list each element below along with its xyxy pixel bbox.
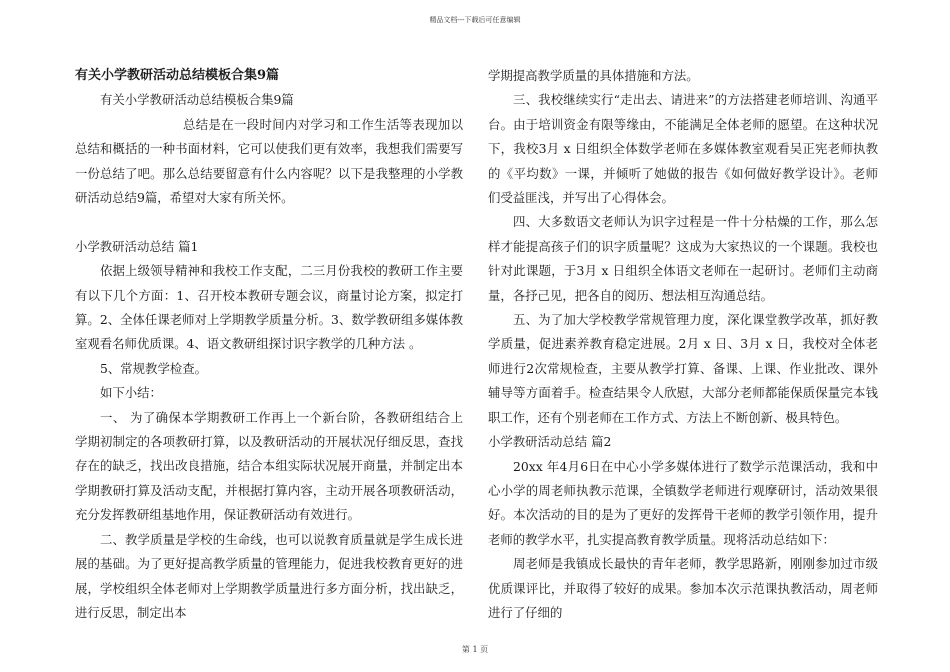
paragraph: 二、教学质量是学校的生命线，也可以说教育质量就是学生成长进展的基础。为了更好提高教学质量的管理能力，促进我校教育更好的进展，学校组织全体老师对上学期教学质量进行多方面分析，找出缺乏，进行反思，制定出本 xyxy=(75,531,463,620)
paragraph: 三、我校继续实行“走出去、请进来”的方法搭建老师培训、沟通平台。由于培训资金有限等缘由，不能满足全体老师的愿望。在这种状况下，我校3月 x 日组织全体数学老师在多媒体教室观看吴正宪老师执教的《平均数》一课，并倾听了她做的报告《如何做好教学设计》。老师们受益匪浅，并写出了心得体会。 xyxy=(488,92,878,206)
paragraph: 学期提高教学质量的具体措施和方法。 xyxy=(488,68,699,83)
paragraph: 一、 为了确保本学期教研工作再上一个新台阶，各教研组结合上学期初制定的各项教研打算，以及教研活动的开展状况仔细反思，查找存在的缺乏，找出改良措施，结合本组实际状况展开商量，并制定出本学期教研打算及活动支配，并根据打算内容，主动开展各项教研活动，充分发挥教研组基地作用，保证教研活动有效进行。 xyxy=(75,409,463,523)
paragraph: 如下小结： xyxy=(100,385,162,401)
page-number: 第 1 页 xyxy=(461,645,489,654)
right-column xyxy=(488,64,878,625)
paragraph: 周老师是我镇成长最快的青年老师，教学思路新，刚刚参加过市级优质课评比，并取得了较好的成果。参加本次示范课执教活动，周老师进行了仔细的 xyxy=(488,556,878,620)
paragraph: 5、常规教学检查。 xyxy=(100,360,208,376)
paragraph: 依据上级领导精神和我校工作支配，二三月份我校的教研工作主要有以下几个方面：1、召开校本教研专题会议，商量讨论方案，拟定打算。2、全体任课老师对上学期教学质量分析。3、数学教研组多媒体教室观看名师优质课。4、语文教研组探讨识字教学的几种方法 。 xyxy=(75,263,463,352)
section-heading-1: 小学教研活动总结 篇1 xyxy=(75,238,199,254)
section-heading-2: 小学教研活动总结 篇2 xyxy=(488,434,612,450)
page-header-note: 精品文档---下载后可任意编辑 xyxy=(429,16,521,24)
paragraph: 四、大多数语文老师认为识字过程是一件十分枯燥的工作，那么怎样才能提高孩子们的识字质量呢？这成为大家热议的一个课题。我校也针对此课题，于3月 x 日组织全体语文老师在一起研讨。老师们主动商量，各抒己见，把各自的阅历、想法相互沟通总结。 xyxy=(488,214,878,303)
left-column xyxy=(75,64,463,625)
document-subtitle: 有关小学教研活动总结模板合集9篇 xyxy=(100,92,294,108)
intro-paragraph: 总结是在一段时间内对学习和工作生活等表现加以总结和概括的一种书面材料，它可以使我们更有效率，我想我们需要写一份总结了吧。那么总结要留意有什么内容呢？以下是我整理的小学教研活动总结9篇，希望对大家有所关怀。 xyxy=(75,116,463,206)
paragraph: 五、为了加大学校教学常规管理力度，深化课堂教学改革，抓好教学质量，促进素养教育稳定进展。2月 x 日、3月 x 日，我校对全体老师进行2次常规检查，主要从教学打算、备课、上课、作业批改、课外辅导等方面着手。检查结果令人欣慰，大部分老师都能保质保量完本钱职工作，还有个别老师在工作方式、方法上不断创新、极具特色。 xyxy=(488,312,878,425)
paragraph: 20xx 年4月6日在中心小学多媒体进行了数学示范课活动，我和中心小学的周老师执教示范课，全镇数学老师进行观摩研讨，活动效果很好。本次活动的目的是为了更好的发挥骨干老师的教学引领作用，提升老师的教学水平，扎实提高教育教学质量。现将活动总结如下： xyxy=(488,458,878,547)
document-title: 有关小学教研活动总结模板合集9篇 xyxy=(75,68,280,83)
